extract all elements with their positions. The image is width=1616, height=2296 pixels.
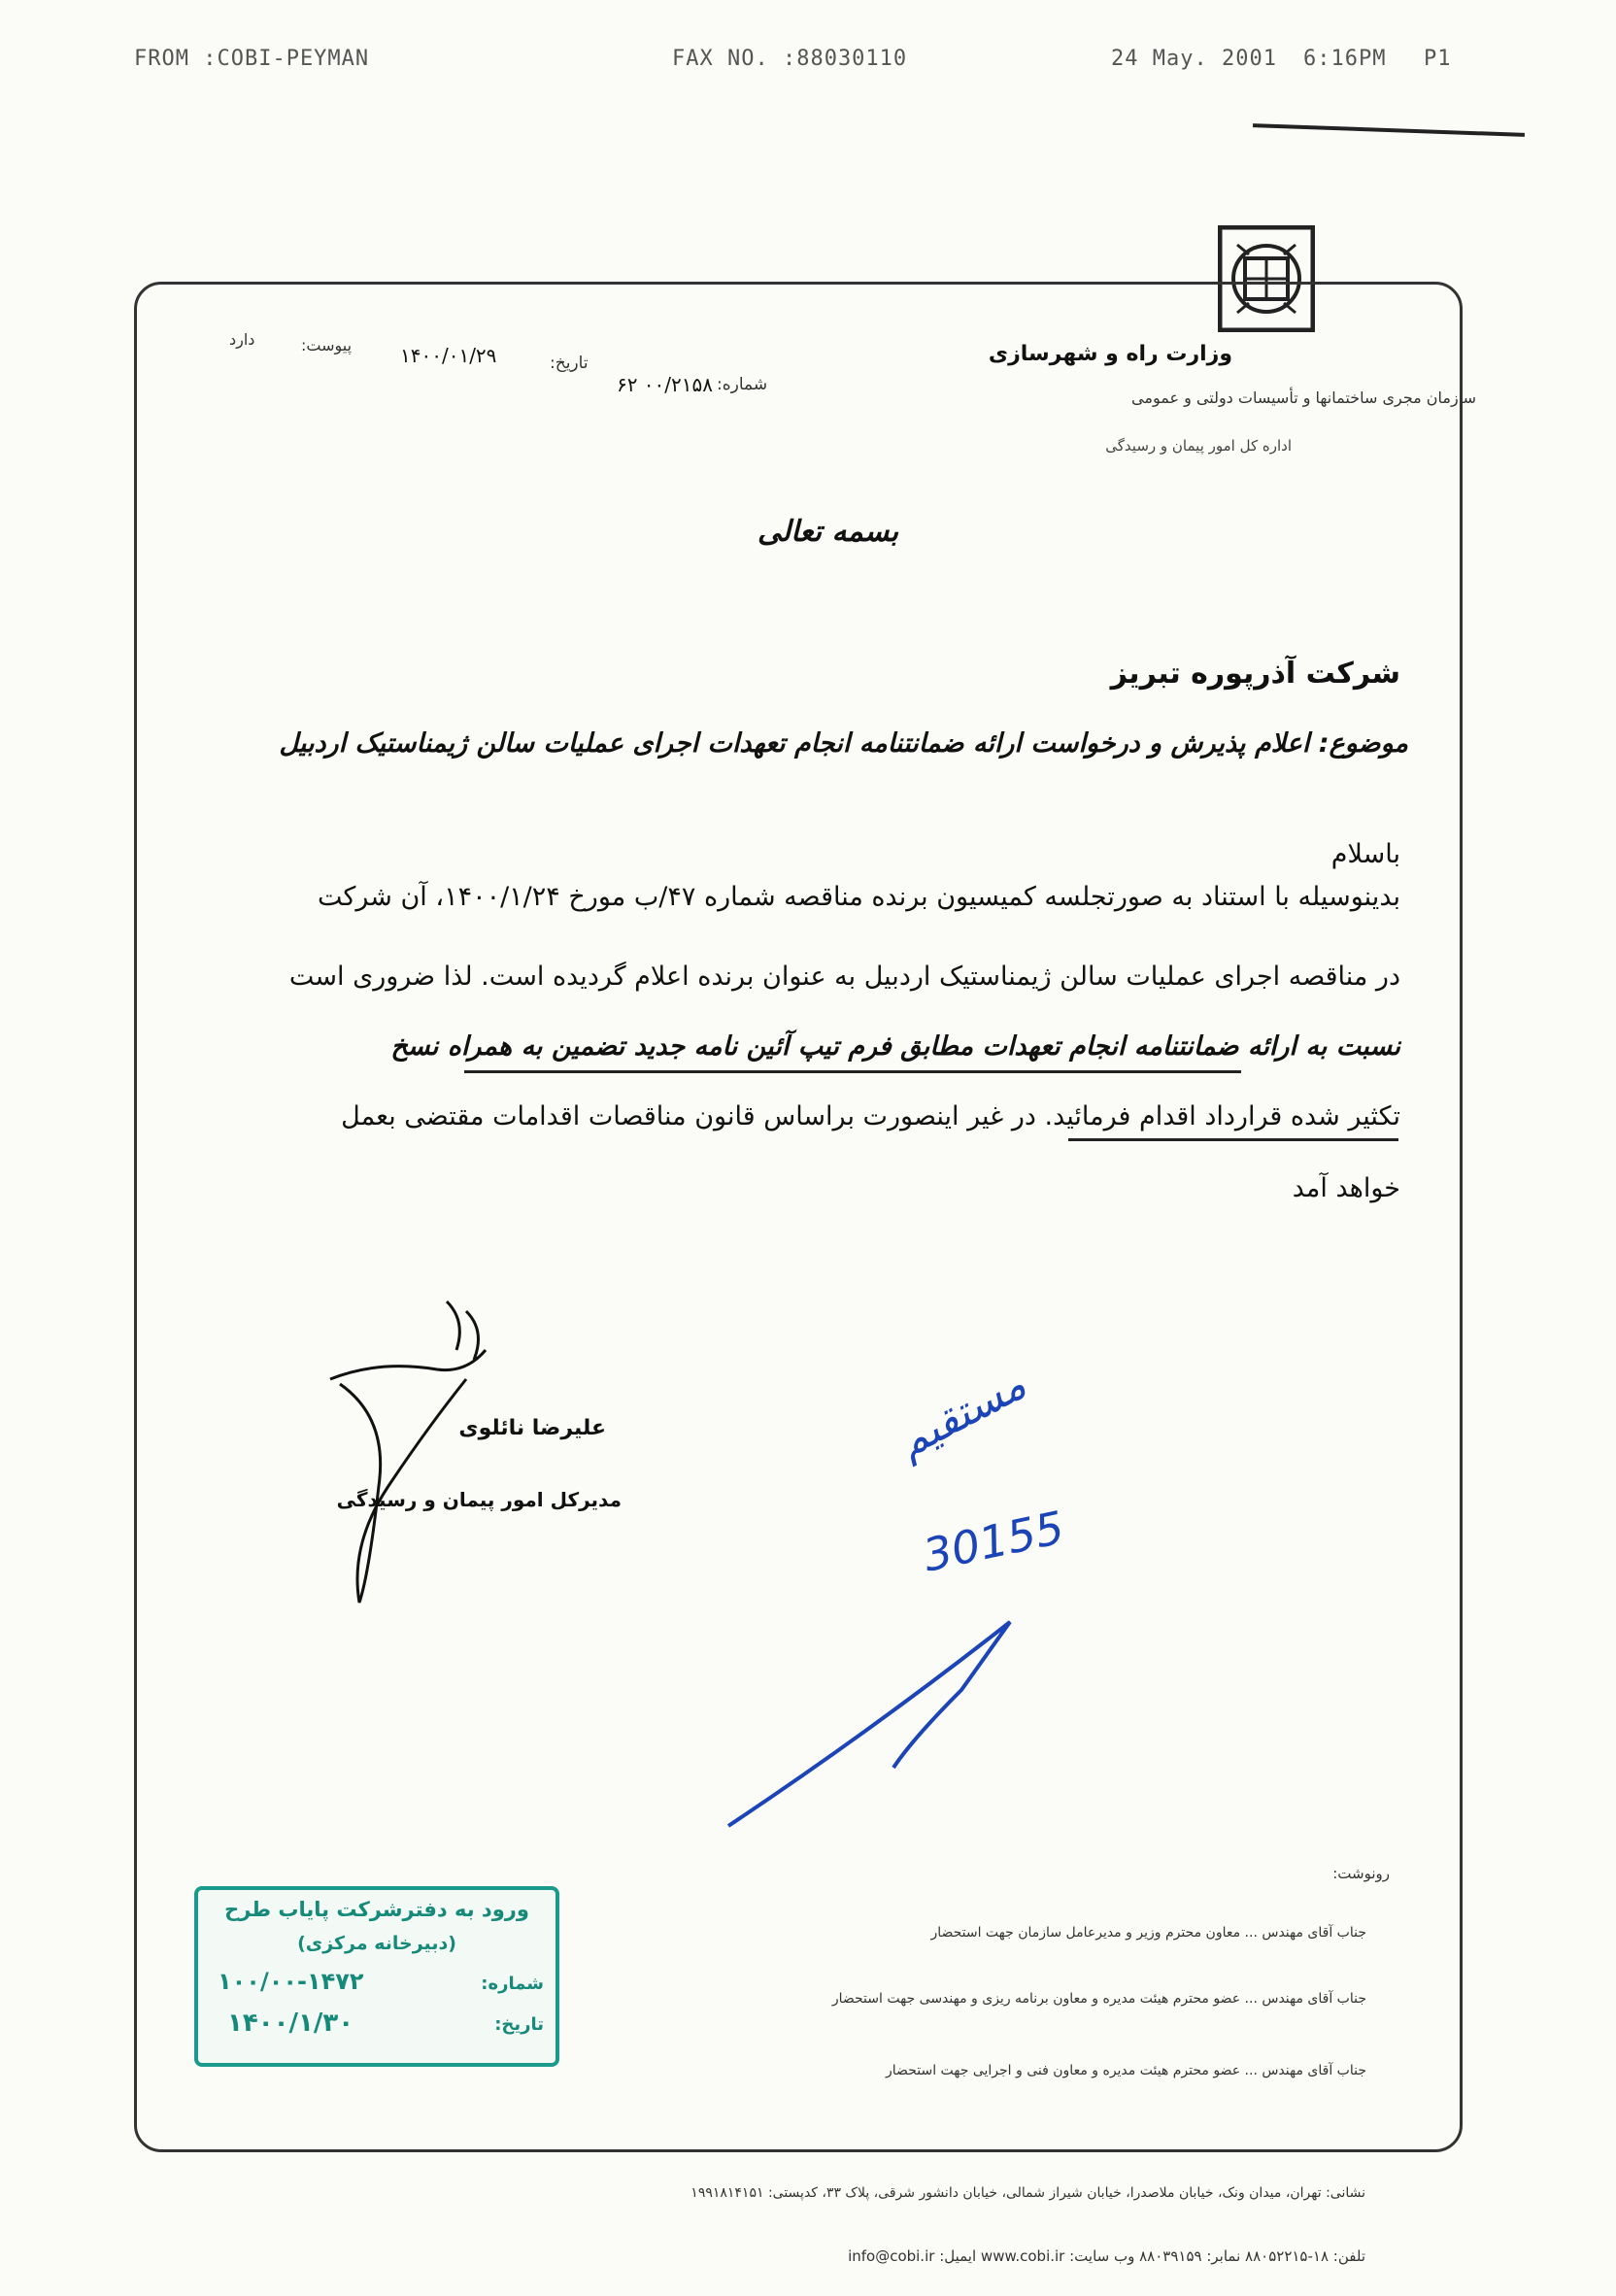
footer-address: نشانی: تهران، میدان ونک، خیابان ملاصدرا، خیابان شیراز شمالی، خیابان دانشور شرقی، پلاک ۳۳، کدپستی: ۱۹۹۱۸۱۴۱۵۱ <box>690 2185 1365 2201</box>
body-line-3-underline <box>464 1070 1241 1073</box>
handwritten-note: مستقیم <box>890 1359 1034 1469</box>
bismillah-heading: بسمه تعالی <box>758 515 899 549</box>
cc-item-3: جناب آقای مهندس ... عضو محترم هیئت مدیره و معاون فنی و اجرایی جهت استحضار <box>886 2063 1366 2078</box>
department-name: اداره کل امور پیمان و رسیدگی <box>1105 437 1292 455</box>
subject-line: موضوع: اعلام پذیرش و درخواست ارائه ضمانتنامه انجام تعهدات اجرای عملیات سالن ژیمناستیک اردبیل <box>279 728 1408 759</box>
stamp-title: ورود به دفترشرکت پایاب طرح <box>224 1898 529 1921</box>
fax-from: FROM :COBI-PEYMAN <box>134 47 370 71</box>
stamp-number-value: ۱۰۰/۰۰-۱۴۷۲ <box>218 1968 364 1995</box>
fax-time: 6:16PM <box>1303 47 1387 71</box>
cc-label: رونوشت: <box>1332 1865 1390 1882</box>
stamp-subtitle: (دبیرخانه مرکزی) <box>297 1933 456 1954</box>
letter-frame <box>134 282 1463 2152</box>
recipient: شرکت آذرپوره تبریز <box>1110 657 1400 691</box>
greeting: باسلام <box>1330 839 1400 869</box>
fax-date: 24 May. 2001 <box>1111 47 1277 71</box>
fax-number: FAX NO. :88030110 <box>672 47 908 71</box>
stamp-number-label: شماره: <box>481 1974 544 1994</box>
cc-item-2: جناب آقای مهندس ... عضو محترم هیئت مدیره و معاون برنامه ریزی و مهندسی جهت استحضار <box>831 1991 1366 2007</box>
ministry-name: وزارت راه و شهرسازی <box>988 342 1232 366</box>
cc-item-1: جناب آقای مهندس ... معاون محترم وزیر و مدیرعامل سازمان جهت استحضار <box>930 1925 1366 1941</box>
signature-scribble <box>320 1292 495 1612</box>
body-line-3: نسبت به ارائه ضمانتنامه انجام تعهدات مطابق فرم تیپ آئین نامه جدید تضمین به همراه نسخ <box>390 1031 1400 1062</box>
signatory-name: علیرضا نائلوی <box>458 1416 606 1440</box>
handwritten-number: 30155 <box>918 1501 1069 1582</box>
handwritten-stroke <box>719 1612 1049 1836</box>
stamp-date-label: تاریخ: <box>494 2014 544 2035</box>
footer-contact: تلفن: ۱۸-۸۸۰۵۲۲۱۵ نمابر: ۸۸۰۳۹۱۵۹ وب سایت: www.cobi.ir ایمیل: info@cobi.ir <box>848 2247 1365 2265</box>
signatory-title: مدیرکل امور پیمان و رسیدگی <box>336 1488 622 1511</box>
body-line-4: تکثیر شده قرارداد اقدام فرمائید. در غیر اینصورت براساس قانون مناقصات اقدامات مقتضی بعمل <box>341 1101 1400 1131</box>
number-value: ۶۲ ۰۰/۲۱۵۸ <box>616 373 713 396</box>
body-line-4-underline <box>1068 1138 1398 1141</box>
date-value: ۱۴۰۰/۰۱/۲۹ <box>400 344 497 367</box>
body-line-5: خواهد آمد <box>1292 1173 1400 1203</box>
organization-name: سازمان مجری ساختمانها و تأسیسات دولتی و عمومی <box>1131 388 1476 407</box>
stamp-date-value: ۱۴۰۰/۱/۳۰ <box>227 2009 354 2038</box>
attachment-value: دارد <box>229 330 255 349</box>
number-label: شماره: <box>717 375 768 394</box>
registry-stamp <box>194 1886 559 2067</box>
attachment-label: پیوست: <box>301 336 353 355</box>
fax-edge-line <box>1253 123 1525 137</box>
date-label: تاریخ: <box>550 354 589 373</box>
body-line-1: بدینوسیله با استناد به صورتجلسه کمیسیون برنده مناقصه شماره ۴۷/ب مورخ ۱۴۰۰/۱/۲۴، آن شرکت <box>317 882 1400 912</box>
body-line-2: در مناقصه اجرای عملیات سالن ژیمناستیک اردبیل به عنوان برنده اعلام گردیده است. لذا ضروری است <box>288 962 1400 992</box>
fax-page: P1 <box>1424 47 1452 71</box>
